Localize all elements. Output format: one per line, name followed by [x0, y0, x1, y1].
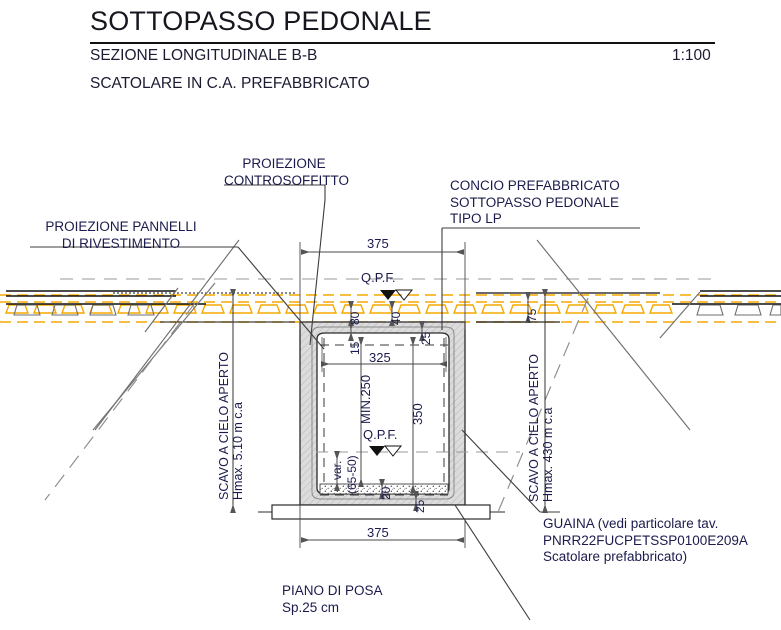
- dim-wall-15: 15: [348, 341, 362, 355]
- label-piano-di-posa-line1: PIANO DI POSA: [282, 583, 383, 598]
- label-piano-di-posa-line2: Sp.25 cm: [282, 599, 340, 615]
- label-guaina-line1: GUAINA (vedi particolare tav.: [543, 516, 719, 531]
- label-guaina-line2: PNRR22FUCPETSSP0100E209A: [543, 532, 748, 548]
- dim-floor-25: 25: [413, 499, 427, 513]
- label-qpf-top: Q.P.F.: [361, 270, 396, 285]
- dim-width-bottom: 375: [367, 525, 389, 540]
- dim-min-height: MIN.250: [358, 374, 373, 424]
- label-proiezione-pannelli: [30, 219, 212, 252]
- label-proiezione-controsoffitto-line2: CONTROSOFFITTO: [224, 172, 349, 188]
- label-proiezione-pannelli-line2: DI RIVESTIMENTO: [61, 235, 181, 251]
- label-scavo-right-line1: SCAVO A CIELO APERTO: [527, 354, 541, 502]
- dim-wall-25-top: 25: [419, 331, 433, 345]
- dim-floor-20: 20: [379, 486, 393, 500]
- dim-var-range: (65-50): [345, 455, 359, 494]
- label-concio-line1: CONCIO PREFABBRICATO: [450, 178, 620, 193]
- label-scavo-left-line1: SCAVO A CIELO APERTO: [217, 352, 231, 500]
- dim-slab-top-40: 40: [389, 311, 403, 325]
- label-scavo-left-line2: Hmax. 5.10 m c.a: [231, 402, 245, 500]
- label-concio-line3: TIPO LP: [450, 211, 502, 226]
- dim-cover-75: 75: [525, 308, 539, 322]
- label-qpf-inner: Q.P.F.: [363, 427, 398, 442]
- drawing-subtitle-section: SEZIONE LONGITUDINALE B-B: [90, 47, 318, 64]
- dim-inner-width: 325: [369, 350, 391, 365]
- dim-width-top: 375: [367, 236, 389, 251]
- label-proiezione-controsoffitto: [224, 156, 349, 189]
- dim-var-label: var.: [330, 460, 344, 480]
- label-concio-prefabbricato: [450, 178, 620, 228]
- label-guaina: [543, 516, 748, 566]
- label-scavo-right-line2: Hmax. 430 m c.a: [541, 407, 555, 502]
- label-proiezione-pannelli-line1: PROIEZIONE PANNELLI: [45, 219, 197, 234]
- page-title: SOTTOPASSO PEDONALE: [90, 6, 432, 36]
- drawing-scale: 1:100: [672, 47, 711, 64]
- label-concio-line2: SOTTOPASSO PEDONALE: [450, 194, 620, 210]
- label-proiezione-controsoffitto-line1: PROIEZIONE: [242, 156, 326, 171]
- label-piano-di-posa: [282, 583, 383, 616]
- dim-slab-top-80: 80: [348, 311, 362, 325]
- dim-inner-height: 350: [410, 403, 425, 425]
- drawing-subtitle-type: SCATOLARE IN C.A. PREFABBRICATO: [90, 75, 370, 92]
- label-guaina-line3: Scatolare prefabbricato): [543, 549, 688, 564]
